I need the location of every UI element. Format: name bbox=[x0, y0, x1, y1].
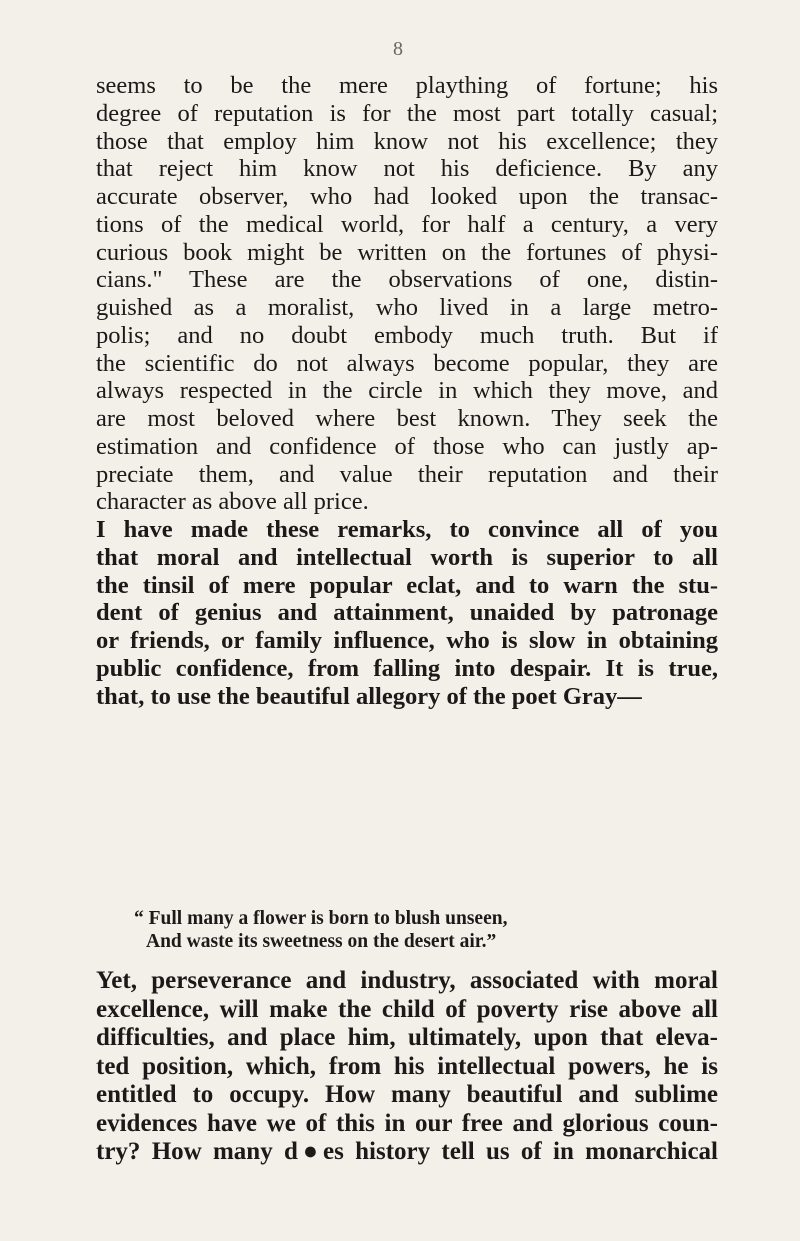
text-line: the scientific do not always become popular, they are bbox=[96, 349, 718, 377]
text-line: that reject him know not his deficience. By any bbox=[96, 155, 718, 183]
text-line: polis; and no doubt embody much truth. But if bbox=[96, 321, 718, 349]
text-line: dent of genius and attainment, unaided by patronage bbox=[96, 599, 718, 627]
text-line: curious book might be written on the fortunes of physi- bbox=[96, 238, 718, 266]
paragraph-1 bbox=[96, 72, 718, 516]
paragraph-2 bbox=[96, 516, 718, 710]
verse-line: And waste its sweetness on the desert air.” bbox=[146, 931, 497, 952]
text-line: degree of reputation is for the most part totally casual; bbox=[96, 99, 718, 127]
page-number: 8 bbox=[393, 38, 403, 60]
text-line: the tinsil of mere popular eclat, and to warn the stu- bbox=[96, 571, 718, 599]
text-line: evidences have we of this in our free and glorious coun- bbox=[96, 1109, 718, 1137]
text-line: entitled to occupy. How many beautiful and sublime bbox=[96, 1081, 718, 1108]
text-line: Yet, perseverance and industry, associated with moral bbox=[96, 967, 718, 994]
text-line: try? How many d●es history tell us of in monarchical bbox=[96, 1138, 718, 1165]
text-line: that moral and intellectual worth is superior to all bbox=[96, 543, 718, 571]
text-line: estimation and confidence of those who can justly ap- bbox=[96, 432, 718, 460]
text-line: I have made these remarks, to convince all of you bbox=[96, 516, 718, 543]
text-line: that, to use the beautiful allegory of the poet Gray— bbox=[96, 682, 642, 710]
text-line: preciate them, and value their reputation and their bbox=[96, 460, 718, 488]
body-text bbox=[96, 72, 718, 710]
text-line: are most beloved where best known. They seek the bbox=[96, 405, 718, 432]
text-line: guished as a moralist, who lived in a large metro- bbox=[96, 294, 718, 321]
text-line: excellence, will make the child of poverty rise above all bbox=[96, 995, 718, 1023]
text-line: tions of the medical world, for half a century, a very bbox=[96, 210, 718, 238]
verse-line: “ Full many a flower is born to blush unseen, bbox=[134, 908, 508, 929]
text-line: seems to be the mere plaything of fortune; his bbox=[96, 72, 718, 99]
paragraph-3 bbox=[96, 967, 718, 1167]
text-line: ted position, which, from his intellectual powers, he is bbox=[96, 1052, 718, 1080]
text-line: cians." These are the observations of one, distin- bbox=[96, 266, 718, 294]
verse-quotation bbox=[134, 907, 694, 953]
text-line: character as above all price. bbox=[96, 488, 369, 516]
text-line: difficulties, and place him, ultimately, upon that eleva- bbox=[96, 1024, 718, 1051]
text-line: or friends, or family influence, who is slow in obtaining bbox=[96, 627, 718, 654]
text-line: always respected in the circle in which they move, and bbox=[96, 377, 718, 405]
text-line: accurate observer, who had looked upon the transac- bbox=[96, 183, 718, 210]
text-line: those that employ him know not his excellence; they bbox=[96, 127, 718, 155]
text-line: public confidence, from falling into despair. It is true, bbox=[96, 654, 718, 682]
